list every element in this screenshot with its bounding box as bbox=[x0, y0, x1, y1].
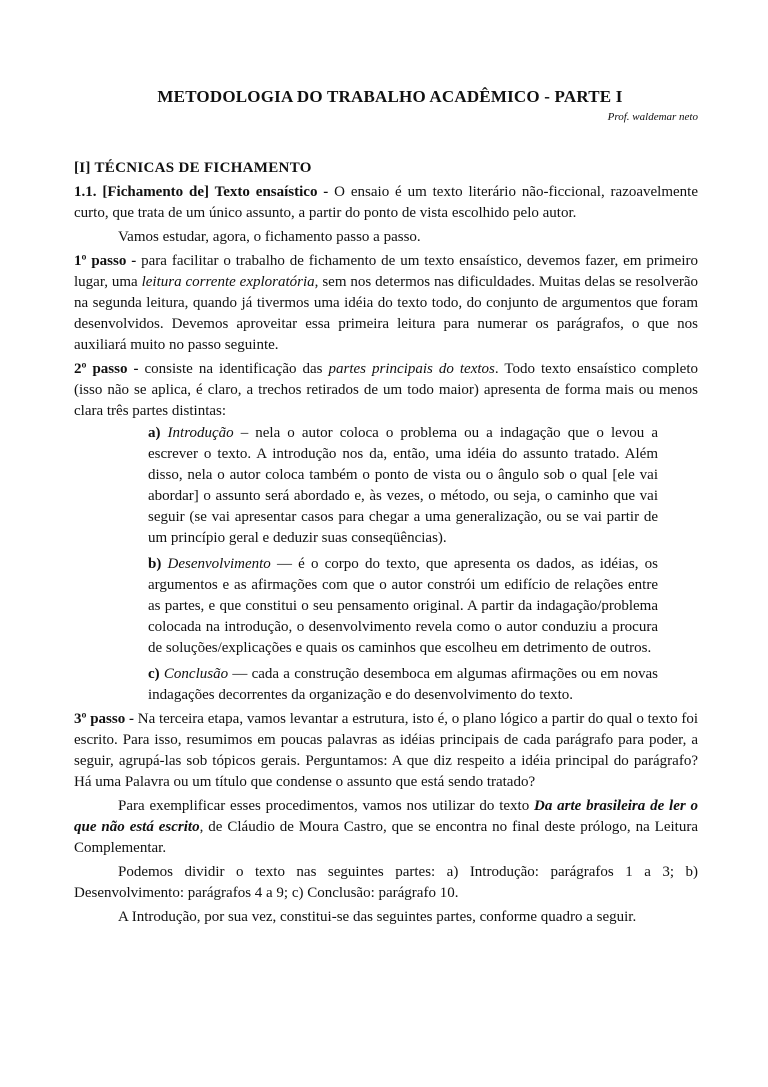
part-letter: a) bbox=[148, 425, 161, 441]
step1-paragraph bbox=[74, 251, 698, 356]
book-title: Da arte brasileira de ler o que não está escrito bbox=[74, 798, 698, 835]
part-text: — cada a construção desemboca em algumas afirmações ou em novas indagações decorrentes da organização e do desenvolvimento do texto. bbox=[148, 666, 658, 703]
part-name: Introdução bbox=[167, 425, 234, 441]
step1-text-before: para facilitar o trabalho de fichamento de um texto ensaístico, devemos fazer, em primeiro lugar, uma bbox=[74, 253, 698, 290]
document-title: METODOLOGIA DO TRABALHO ACADÊMICO - PARTE I bbox=[157, 87, 623, 106]
part-text: — é o corpo do texto, que apresenta os dados, as idéias, os argumentos e as afirmações com que o autor constrói um edifício de relações entre as partes, e que constitui o seu pensamento original. A partir da indagação/problema colocada na introdução, o desenvolvimento revela como o autor conduziu a procura de soluções/explicações e quais os caminhos que escolheu em detrimento de outros. bbox=[148, 556, 658, 656]
step1-emphasis: leitura corrente exploratória bbox=[141, 274, 315, 290]
part-text: – nela o autor coloca o problema ou a indagação que o levou a escrever o texto. A introdução nos da, então, uma idéia do assunto tratado. Além disso, nela o autor coloca também o ponto de vista ou o ângulo sob o qual [ele vai abordar] o assunto será abordado e, às vezes, o método, ou seja, o caminho que vai seguir (se vai apresentar casos para chegar a uma generalização, ou se vai partir de um princípio geral e deduzir suas conseqüências). bbox=[148, 425, 658, 546]
step2-emphasis: partes principais do textos bbox=[328, 361, 495, 377]
part-letter: b) bbox=[148, 556, 162, 572]
part-name: Desenvolvimento bbox=[167, 556, 271, 572]
step3-text: Na terceira etapa, vamos levantar a estrutura, isto é, o plano lógico a partir do qual o texto foi escrito. Para isso, resumimos em poucas palavras as idéias principais de cada parágrafo para poder, a seguir, agrupá-las sob tópicos gerais. Perguntamos: A que diz respeito a idéia principal do parágrafo? Há uma Palavra ou um título que condense o assunto que está sendo tratado? bbox=[74, 711, 698, 790]
division-paragraph: Podemos dividir o texto nas seguintes partes: a) Introdução: parágrafos 1 a 3; b) Desenvolvimento: parágrafos 4 a 9; c) Conclusão: parágrafo 10. bbox=[74, 864, 698, 901]
item-1-1-text: O ensaio é um texto literário não-ficcional, razoavelmente curto, que trata de um único assunto, a partir do ponto de vista escolhido pelo autor. bbox=[74, 184, 698, 221]
step2-text-before: consiste na identificação das bbox=[138, 361, 329, 377]
step1-label: 1º passo - bbox=[74, 253, 137, 269]
example-text-before: Para exemplificar esses procedimentos, vamos nos utilizar do texto bbox=[118, 798, 534, 814]
step1-text-after: , sem nos determos nas dificuldades. Muitas delas se resolverão na segunda leitura, quando já tivermos uma idéia do texto todo, do conjunto de argumentos que foram desenvolvidos. Devemos aproveitar essa primeira leitura para numerar os parágrafos, o que nos auxiliará muito no passo seguinte. bbox=[74, 274, 699, 353]
closing-paragraph: A Introdução, por sua vez, constitui-se das seguintes partes, conforme quadro a seguir. bbox=[118, 909, 637, 925]
part-introducao bbox=[148, 423, 658, 549]
document-page bbox=[74, 86, 698, 928]
part-conclusao bbox=[148, 664, 658, 706]
author-name: Prof. waldemar neto bbox=[607, 111, 698, 123]
step2-paragraph bbox=[74, 359, 698, 422]
section-heading: [I] TÉCNICAS DE FICHAMENTO bbox=[74, 160, 312, 176]
example-text-after: , de Cláudio de Moura Castro, que se encontra no final deste prólogo, na Leitura Complementar. bbox=[74, 819, 698, 856]
part-desenvolvimento bbox=[148, 554, 658, 659]
example-paragraph bbox=[74, 796, 698, 859]
step3-label: 3º passo - bbox=[74, 711, 134, 727]
item-1-1-paragraph bbox=[74, 182, 698, 224]
part-letter: c) bbox=[148, 666, 160, 682]
step2-text-after: . Todo texto ensaístico completo (isso não se aplica, é claro, a trechos retirados de um todo maior) apresenta de forma mais ou menos clara três partes distintas: bbox=[74, 361, 699, 419]
step3-paragraph bbox=[74, 709, 698, 793]
intro-line: Vamos estudar, agora, o fichamento passo a passo. bbox=[118, 229, 421, 245]
step2-label: 2º passo - bbox=[74, 361, 139, 377]
part-name: Conclusão bbox=[163, 666, 229, 682]
item-1-1-label: 1.1. [Fichamento de] Texto ensaístico - bbox=[74, 184, 329, 200]
